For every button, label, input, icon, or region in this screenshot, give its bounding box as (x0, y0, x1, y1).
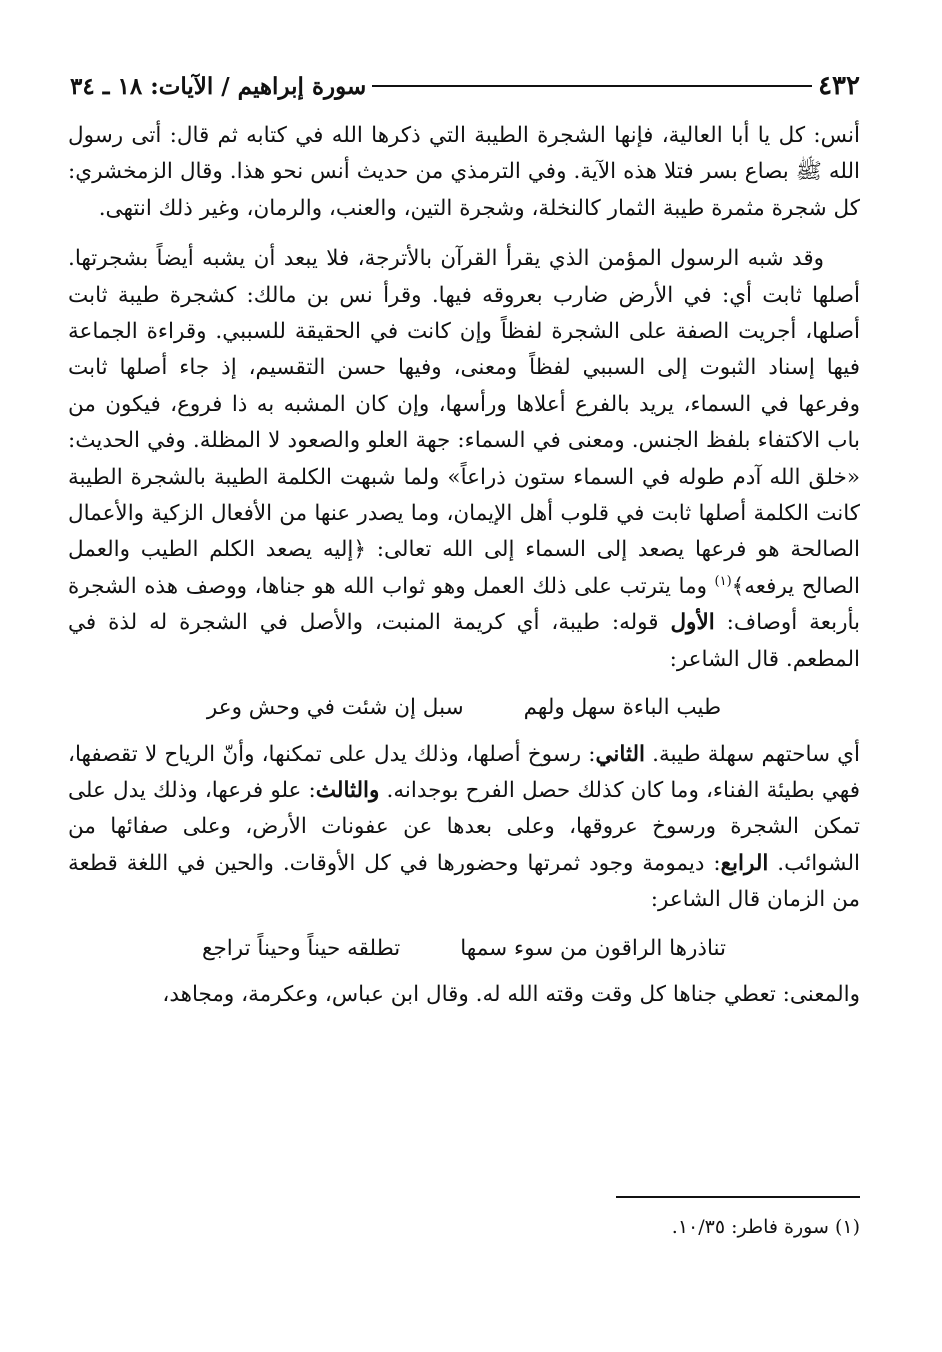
page-number: ٤٣٢ (818, 71, 860, 101)
paragraph-2 (68, 241, 860, 678)
paragraph-2-part-a: وقد شبه الرسول المؤمن الذي يقرأ القرآن بالأترجة، فلا يبعد أن يشبه أيضاً بشجرتها. أصلها ثابت أي: في الأرض ضارب بعروقه فيها. وقرأ نس بن مالك: كشجرة طيبة ثابت أصلها، أجريت الصفة على الشجرة لفظاً وإن كانت في الحقيقة للسببي. وقراءة الجماعة فيها إسناد الثبوت إلى السببي لفظاً ومعنى، وفيها حسن التقسيم، إذ جاء أصلها ثابت وفرعها في السماء، يريد بالفرع أعلاها ورأسها، وإن كان المشبه به ذا فروع، فيكون من باب الاكتفاء بلفظ الجنس. ومعنى في السماء: جهة العلو والصعود لا المظلة. وفي الحديث: «خلق الله آدم طوله في السماء ستون ذراعاً» ولما شبهت الكلمة الطيبة بالشجرة الطيبة كانت الكلمة أصلها ثابت في قلوب أهل الإيمان، وما يصدر عنها من الأفعال الزكية والأعمال الصالحة هو فرعها يصعد إلى السماء إلى الله تعالى: ﴿إليه يصعد الكلم الطيب والعمل الصالح يرفعه﴾ (68, 246, 860, 599)
keyword-fourth: الرابع (720, 850, 769, 876)
paragraph-3-part-b: : رسوخ أصلها، وذلك يدل على تمكنها، وأنّ الرياح لا تقصفها، فهي بطيئة الفناء، وما كان كذلك حصل الفرح بوجدانه. (68, 741, 860, 803)
paragraph-2-part-c: قوله: طيبة، أي كريمة المنبت، والأصل في الشجرة له لذة في المطعم. قال الشاعر: (68, 610, 860, 672)
keyword-second: الثاني (595, 741, 645, 767)
running-title: سورة إبراهيم / الآيات: ١٨ ـ ٣٤ (70, 72, 367, 100)
paragraph-2-part-b: وما يترتب على ذلك العمل وهو ثواب الله هو جناها، ووصف هذه الشجرة بأربعة أوصاف: (68, 573, 860, 636)
verse-1-second-hemistich: سبل إن شئت في وحش وعر (206, 695, 464, 721)
paragraph-3-part-c: : علو فرعها، وذلك يدل على تمكن الشجرة ورسوخ عروقها، وعلى بعدها عن عفونات الأرض، وعلى صفائها من الشوائب. (68, 777, 860, 876)
paragraph-3 (68, 737, 860, 919)
footnote-ref: (١) (714, 573, 732, 589)
keyword-first: الأول (670, 610, 715, 636)
verse-2-first-hemistich: تناذرها الراقون من سوء سمها (460, 935, 726, 961)
verse-2-second-hemistich: تطلقه حيناً وحيناً تراجع (202, 935, 401, 961)
main-text (68, 118, 860, 1013)
paragraph-3-part-d: : ديمومة وجود ثمرتها وحضورها في كل الأوقات. والحين في اللغة قطعة من الزمان قال الشاعر: (68, 850, 860, 913)
footnote: (١) سورة فاطر: ١٠/٣٥. (671, 1216, 860, 1238)
verse-2 (68, 931, 860, 967)
paragraph-1: أنس: كل يا أبا العالية، فإنها الشجرة الطيبة التي ذكرها الله في كتابه ثم قال: أتى رسول الله ﷺ بصاع بسر فتلا هذه الآية. وفي الترمذي من حديث أنس نحو هذا. وقال الزمخشري: كل شجرة مثمرة طيبة الثمار كالنخلة، وشجرة التين، والعنب، والرمان، وغير ذلك انتهى. (68, 123, 860, 221)
verse-1-first-hemistich: طيب الباءة سهل ولهم (523, 695, 722, 721)
paragraph-4: والمعنى: تعطي جناها كل وقت وقته الله له. وقال ابن عباس، وعكرمة، ومجاهد، (162, 981, 860, 1007)
page-header (70, 66, 860, 106)
paragraph-3-part-a: أي ساحتهم سهلة طيبة. (644, 741, 860, 767)
header-rule (372, 85, 812, 87)
verse-1 (68, 690, 860, 726)
footnote-separator (616, 1196, 860, 1198)
keyword-third: والثالث (315, 777, 380, 803)
